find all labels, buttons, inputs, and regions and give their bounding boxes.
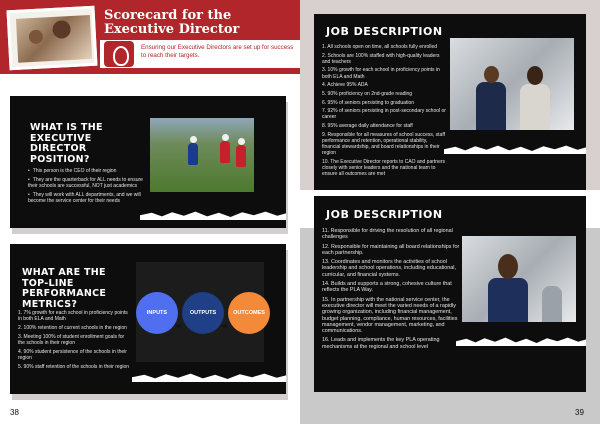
job-card-1-title: JOB DESCRIPTION [326, 25, 443, 38]
header-tagline: Ensuring our Executive Directors are set up for success to reach their targets. [141, 44, 294, 59]
job-list-1 [322, 44, 446, 180]
job-item: 5. 90% proficiency on 2nd-grade reading [322, 90, 413, 97]
job-item: 15. In partnership with the national service center, the executive director will meet the varied needs of a rapidly growing organization, including financial management, budget planning, compliance, human resources, facilities management, vendor management, marketing, and communications. [322, 296, 458, 335]
metric-item: 4. 90% student persistence of the schools in their region [18, 349, 127, 361]
job-item: 11. Responsible for driving the resolution of all regional challenges [322, 228, 453, 241]
position-bullets [28, 168, 148, 207]
metrics-card-title: WHAT ARE THE TOP-LINE PERFORMANCE METRICS? [22, 267, 107, 310]
page-number: 38 [10, 408, 19, 417]
job-item: 14. Builds and supports a strong, cohesive culture that reflects the PLA Way. [322, 281, 452, 294]
job-card-2-title: JOB DESCRIPTION [326, 208, 443, 221]
outputs-circle: OUTPUTS [182, 292, 224, 334]
job-item: 8. 95% average daily attendance for staff [322, 123, 413, 130]
job-item: 3. 10% growth for each school in proficiency points in both ELA and Math [322, 67, 440, 80]
metric-item: 2. 100% retention of current schools in the region [18, 325, 127, 331]
metric-item: 3. Meeting 100% of student enrollment goals for the schools in their region [18, 334, 125, 346]
job-item: 4. Achieve 95% ADA [322, 82, 368, 89]
executive-photo [462, 236, 576, 322]
metric-item: 1. 7% growth for each school in proficiency points in both ELA and Math [18, 310, 128, 322]
job-item: 16. Leads and implements the key PLA operating mechanisms at the regional and school level [322, 337, 440, 350]
job-item: 9. Responsible for all measures of school success, staff performance and retention, operational stability, financial stewardship, and board relationships in their region [322, 131, 446, 157]
metric-item: 5. 90% staff retention of the schools in their region [18, 364, 130, 370]
job-item: 2. Schools are 100% staffed with high-quality leaders and teachers [322, 52, 440, 65]
job-item: 13. Coordinates and monitors the activities of school leadership and school operations, including educational, curricular, and financial systems. [322, 259, 456, 278]
position-bullet: • They are the quarterback for ALL needs to ensure their schools are successful, NOT just academics [28, 177, 148, 189]
shield-logo-icon [104, 41, 134, 67]
job-item: 1. All schools open on time, all schools fully enrolled [322, 44, 438, 50]
link-arrow-icon: ↝ [174, 321, 181, 330]
football-photo [150, 118, 254, 192]
job-item: 7. 92% of seniors persisting in post-secondary school or career [322, 108, 446, 121]
inputs-circle: INPUTS [136, 292, 178, 334]
page-number: 39 [575, 408, 584, 417]
outcomes-circle: OUTCOMES [228, 292, 270, 334]
position-card-title: WHAT IS THE EXECUTIVE DIRECTOR POSITION? [30, 122, 103, 165]
metrics-list [18, 310, 130, 373]
header-photo [6, 6, 97, 71]
job-list-2 [322, 228, 460, 353]
job-item: 12. Responsible for maintaining all board relationships for each partnership. [322, 243, 460, 256]
position-bullet: • They will work with ALL departments, and we will become the service center for their needs [28, 192, 148, 204]
page-title: Scorecard for the Executive Director [104, 8, 240, 37]
job-item: 6. 95% of seniors persisting to graduation [322, 99, 414, 106]
link-arrow-icon: ↝ [220, 321, 227, 330]
job-item: 10. The Executive Director reports to CAO and partners closely with senior leaders and the national team to ensure all outcomes are met [322, 158, 446, 177]
position-bullet: • This person is the CEO of their region [28, 168, 148, 174]
right-page [300, 0, 600, 424]
business-team-photo [450, 38, 574, 130]
